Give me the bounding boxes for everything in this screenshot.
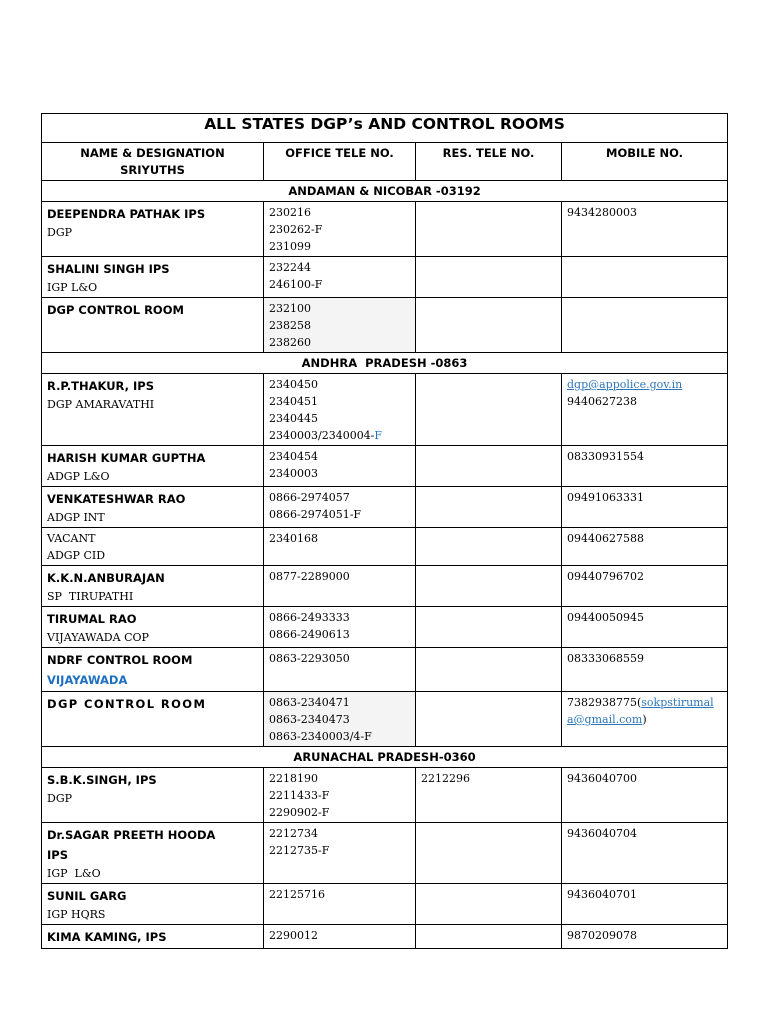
office-cell: [264, 528, 416, 566]
office-number: 2212735-F: [269, 844, 330, 857]
mobile-cell: [562, 884, 728, 925]
office-number: 238258: [269, 319, 311, 332]
person-name: SHALINI SINGH IPS: [47, 262, 170, 276]
mobile-number: 9440627238: [567, 395, 637, 408]
person-name: DEEPENDRA PATHAK IPS: [47, 207, 206, 221]
office-number: 0866-2490613: [269, 628, 350, 641]
office-cell: [264, 446, 416, 487]
table-row: [42, 884, 728, 925]
mobile-cell: [562, 768, 728, 823]
mobile-cell: [562, 298, 728, 353]
person-name: DGP CONTROL ROOM: [47, 697, 207, 711]
res-number: 2212296: [421, 772, 470, 785]
table-row: [42, 257, 728, 298]
office-number: 232100: [269, 302, 311, 315]
mobile-with-email: [567, 694, 722, 711]
dgp-directory-table: [41, 113, 728, 949]
mobile-cell: [562, 823, 728, 884]
office-number: 2211433-F: [269, 789, 330, 802]
name-cell: [42, 487, 264, 528]
res-cell: [416, 528, 562, 566]
mobile-cell: [562, 487, 728, 528]
person-name: SUNIL GARG: [47, 889, 127, 903]
header-name-line1: NAME & DESIGNATION: [80, 146, 225, 160]
office-number: 246100-F: [269, 278, 323, 291]
name-cell: [42, 446, 264, 487]
office-number: 2340454: [269, 450, 318, 463]
office-cell: [264, 648, 416, 692]
person-name: DGP CONTROL ROOM: [47, 303, 184, 317]
mobile-cell: [562, 374, 728, 446]
state-heading: ANDAMAN & NICOBAR -03192: [42, 181, 728, 202]
person-name: Dr.SAGAR PREETH HOODA: [47, 828, 216, 842]
person-name: KIMA KAMING, IPS: [47, 930, 167, 944]
office-number: 0866-2493333: [269, 611, 350, 624]
state-row-andaman: [42, 181, 728, 202]
location-label: VIJAYAWADA: [47, 673, 128, 687]
designation: ADGP INT: [47, 511, 105, 524]
office-number: 230262-F: [269, 223, 323, 236]
person-name: HARISH KUMAR GUPTHA: [47, 451, 206, 465]
table-row: [42, 528, 728, 566]
office-cell: [264, 925, 416, 949]
state-heading: ANDHRA PRADESH -0863: [42, 353, 728, 374]
mobile-number: 09491063331: [567, 491, 644, 504]
name-cell: [42, 884, 264, 925]
email-link[interactable]: a@gmail.com: [567, 713, 643, 726]
office-cell: [264, 768, 416, 823]
res-cell: [416, 648, 562, 692]
res-cell: [416, 925, 562, 949]
mobile-cell: [562, 925, 728, 949]
name-cell: [42, 768, 264, 823]
designation: IGP HQRS: [47, 908, 106, 921]
table-row: [42, 374, 728, 446]
mobile-number: 09440050945: [567, 611, 644, 624]
name-cell: [42, 528, 264, 566]
table-row: [42, 202, 728, 257]
state-row-arunachal: [42, 747, 728, 768]
table-row: [42, 925, 728, 949]
mobile-number: 9434280003: [567, 206, 637, 219]
res-cell: [416, 768, 562, 823]
mobile-cell: [562, 692, 728, 747]
designation: DGP: [47, 226, 73, 239]
email-link[interactable]: sokpstirumal: [641, 696, 714, 709]
office-number: 2340451: [269, 395, 318, 408]
mobile-cell: [562, 648, 728, 692]
office-number: 2340003: [269, 467, 318, 480]
office-cell: [264, 823, 416, 884]
closing-paren: ): [642, 713, 647, 726]
person-name: VENKATESHWAR RAO: [47, 492, 186, 506]
name-cell: [42, 607, 264, 648]
res-cell: [416, 823, 562, 884]
email-continued: [567, 711, 722, 728]
office-cell: [264, 692, 416, 747]
mobile-cell: [562, 566, 728, 607]
state-row-andhra: [42, 353, 728, 374]
mobile-number: 7382938775(: [567, 696, 642, 709]
mobile-number: 9870209078: [567, 929, 637, 942]
person-name: S.B.K.SINGH, IPS: [47, 773, 157, 787]
designation: VIJAYAWADA COP: [47, 631, 149, 644]
table-row: [42, 823, 728, 884]
table-row: [42, 768, 728, 823]
mobile-cell: [562, 528, 728, 566]
person-name: K.K.N.ANBURAJAN: [47, 571, 165, 585]
office-cell: [264, 607, 416, 648]
office-number: 2340445: [269, 412, 318, 425]
mobile-number: 09440796702: [567, 570, 644, 583]
office-number: 0866-2974057: [269, 491, 350, 504]
designation: SP TIRUPATHI: [47, 590, 134, 603]
res-cell: [416, 884, 562, 925]
office-number: 0863-2340003/4-F: [269, 730, 372, 743]
designation: IGP L&O: [47, 281, 98, 294]
mobile-number: 08333068559: [567, 652, 644, 665]
mobile-number: 08330931554: [567, 450, 644, 463]
office-number: 2212734: [269, 827, 318, 840]
office-number: 231099: [269, 240, 311, 253]
res-cell: [416, 607, 562, 648]
office-number: 0863-2340473: [269, 713, 350, 726]
person-name: R.P.THAKUR, IPS: [47, 379, 154, 393]
office-cell: [264, 202, 416, 257]
name-cell: [42, 374, 264, 446]
office-cell: [264, 298, 416, 353]
office-number: 2340003/2340004-: [269, 429, 375, 442]
name-cell: [42, 925, 264, 949]
mobile-cell: [562, 446, 728, 487]
designation: DGP AMARAVATHI: [47, 398, 155, 411]
fax-suffix: F: [374, 429, 383, 442]
header-row: [42, 143, 728, 181]
office-number-group: [269, 427, 410, 444]
table-row: [42, 487, 728, 528]
header-name-line2: SRIYUTHS: [120, 163, 185, 177]
office-number: 0863-2340471: [269, 696, 350, 709]
table-row: [42, 446, 728, 487]
designation: ADGP L&O: [47, 470, 110, 483]
mobile-number: 09440627588: [567, 532, 644, 545]
table-row: [42, 692, 728, 747]
office-cell: [264, 374, 416, 446]
res-cell: [416, 257, 562, 298]
table-row: [42, 648, 728, 692]
name-cell: [42, 202, 264, 257]
mobile-number: 9436040701: [567, 888, 637, 901]
res-cell: [416, 202, 562, 257]
person-name-cont: IPS: [47, 848, 68, 862]
header-mobile: MOBILE NO.: [562, 143, 728, 181]
office-number: 0866-2974051-F: [269, 508, 362, 521]
name-cell: [42, 648, 264, 692]
office-number: 2218190: [269, 772, 318, 785]
office-number: 2290012: [269, 929, 318, 942]
email-link[interactable]: dgp@appolice.gov.in: [567, 378, 683, 391]
res-cell: [416, 374, 562, 446]
table-row: [42, 298, 728, 353]
name-cell: [42, 692, 264, 747]
office-number: 2340168: [269, 532, 318, 545]
mobile-cell: [562, 257, 728, 298]
designation: ADGP CID: [47, 549, 106, 562]
office-number: 230216: [269, 206, 311, 219]
office-number: 2290902-F: [269, 806, 330, 819]
person-name: NDRF CONTROL ROOM: [47, 653, 193, 667]
title-row: [42, 114, 728, 143]
header-name: [42, 143, 264, 181]
mobile-cell: [562, 202, 728, 257]
office-number: 0877-2289000: [269, 570, 350, 583]
res-cell: [416, 692, 562, 747]
office-cell: [264, 566, 416, 607]
name-cell: [42, 823, 264, 884]
document-title: ALL STATES DGP’s AND CONTROL ROOMS: [42, 114, 728, 143]
table-row: [42, 607, 728, 648]
office-cell: [264, 884, 416, 925]
header-office: OFFICE TELE NO.: [264, 143, 416, 181]
office-number: 0863-2293050: [269, 652, 350, 665]
name-cell: [42, 566, 264, 607]
office-number: 2340450: [269, 378, 318, 391]
office-number: 22125716: [269, 888, 325, 901]
res-cell: [416, 446, 562, 487]
res-cell: [416, 298, 562, 353]
office-cell: [264, 487, 416, 528]
office-number: 238260: [269, 336, 311, 349]
mobile-number: 9436040704: [567, 827, 637, 840]
person-name: TIRUMAL RAO: [47, 612, 137, 626]
designation: IGP L&O: [47, 867, 101, 880]
table-row: [42, 566, 728, 607]
office-cell: [264, 257, 416, 298]
person-name: VACANT: [47, 532, 96, 545]
name-cell: [42, 257, 264, 298]
header-res: RES. TELE NO.: [416, 143, 562, 181]
state-heading: ARUNACHAL PRADESH-0360: [42, 747, 728, 768]
mobile-number: 9436040700: [567, 772, 637, 785]
name-cell: [42, 298, 264, 353]
designation: DGP: [47, 792, 73, 805]
office-number: 232244: [269, 261, 311, 274]
res-cell: [416, 566, 562, 607]
res-cell: [416, 487, 562, 528]
mobile-cell: [562, 607, 728, 648]
